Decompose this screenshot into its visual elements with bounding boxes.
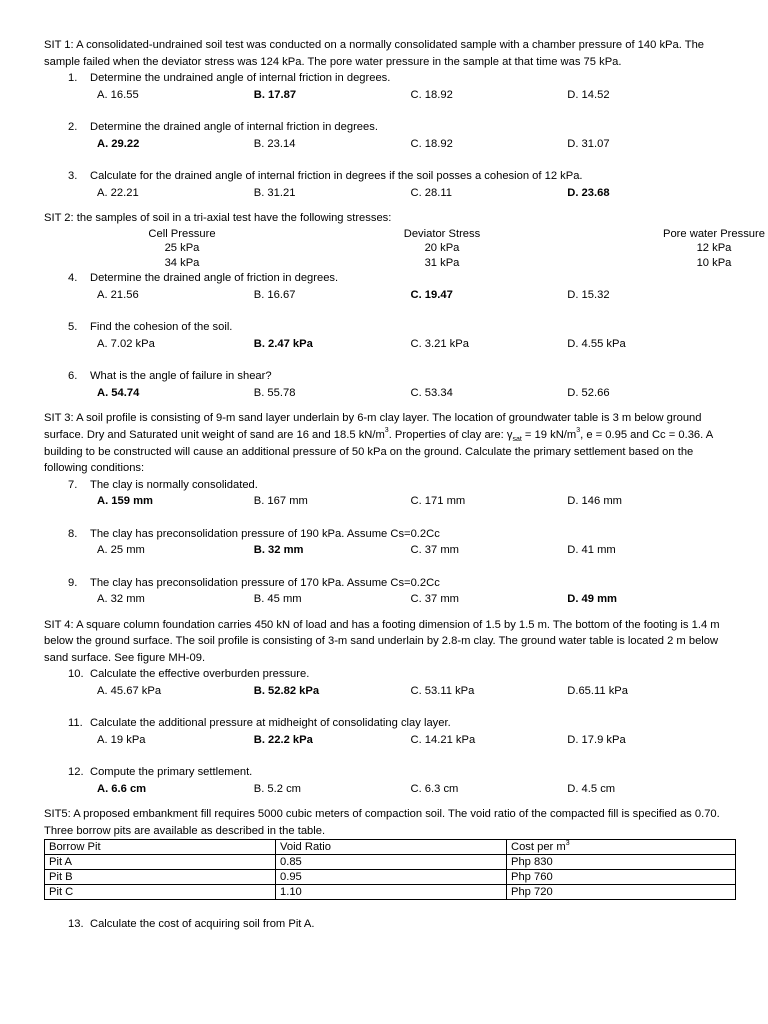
sit4-problem: SIT 4: A square column foundation carries 450 kN of load and has a footing dimension of 1.5 by 1.5 m. The bottom of the footing is 1.4 m below the ground surface. The soil profile is consisting of 3-m sand underlain by 2.8-m clay. The ground water table is located 2 m below sand surface. See figure MH-09. xyxy=(44,618,720,664)
choice-a: A. 159 mm xyxy=(97,495,153,508)
cell: 25 kPa xyxy=(164,242,200,254)
table-cell: 0.95 xyxy=(276,870,507,885)
choice-d: D. 4.5 cm xyxy=(567,782,616,795)
choice-a: A. 7.02 kPa xyxy=(97,337,155,350)
table-cell: Pit C xyxy=(45,885,276,900)
choices-4 xyxy=(97,287,724,304)
question-text: The clay has preconsolidation pressure of 190 kPa. Assume Cs=0.2Cc xyxy=(90,527,440,540)
choice-d: D. 41 mm xyxy=(567,544,616,557)
header-cell: Borrow Pit xyxy=(45,840,276,855)
choice-b: B. 5.2 cm xyxy=(253,782,302,795)
choice-c: C. 19.47 xyxy=(410,288,453,301)
sit3-problem xyxy=(44,410,724,477)
cell: 10 kPa xyxy=(696,256,732,269)
question-number: 5. xyxy=(68,321,78,333)
question-number: 7. xyxy=(68,478,78,491)
header-cost-label: Cost per m xyxy=(511,841,566,854)
cell: 12 kPa xyxy=(696,242,732,254)
choice-d: D. 31.07 xyxy=(567,137,610,150)
header-cell xyxy=(507,840,736,855)
question-3 xyxy=(68,168,724,185)
table-row xyxy=(45,870,736,885)
question-5 xyxy=(68,319,724,336)
question-number: 6. xyxy=(68,370,78,382)
question-number: 2. xyxy=(68,121,78,133)
sit3-text-part: SIT 3: A soil profile is consisting of 9-m sand layer underlain by 6-m clay layer. The location of groundwater table is 3 m below ground surface. Dry and Saturated unit weight of sand are 16 and 18.5 kN/m xyxy=(44,412,702,441)
header-cell-pressure: Cell Pressure xyxy=(148,227,216,240)
question-number: 10. xyxy=(68,668,84,681)
choices-8 xyxy=(97,542,724,559)
sit3-text-part: . Properties of clay are: γ xyxy=(388,428,513,441)
sit1-problem: SIT 1: A consolidated-undrained soil test was conducted on a normally consolidated sample with a chamber pressure of 140 kPa. The sample failed when the deviator stress was 124 kPa. The pore water pressure in the sample at that time was 75 kPa. xyxy=(44,39,705,68)
choice-d: D. 23.68 xyxy=(567,186,610,199)
question-9 xyxy=(68,575,724,592)
superscript: 3 xyxy=(576,426,581,434)
question-2 xyxy=(68,119,724,136)
choice-c: C. 18.92 xyxy=(410,137,453,150)
cell: 34 kPa xyxy=(164,256,200,269)
choice-b: B. 23.14 xyxy=(253,137,296,150)
choices-6 xyxy=(97,385,724,402)
table-cell: Pit A xyxy=(45,855,276,870)
table-header-row xyxy=(45,840,736,855)
choice-b: B. 55.78 xyxy=(253,386,296,399)
question-text: Determine the drained angle of friction in degrees. xyxy=(90,272,339,284)
borrow-pit-table xyxy=(44,839,736,900)
choice-d: D. 4.55 kPa xyxy=(567,337,626,350)
question-1 xyxy=(68,70,724,87)
question-text: Calculate the effective overburden pressure. xyxy=(90,668,310,681)
choice-c: C. 37 mm xyxy=(410,544,459,557)
choice-c: C. 6.3 cm xyxy=(410,782,459,795)
question-8 xyxy=(68,526,724,543)
choice-d: D. 14.52 xyxy=(567,88,610,101)
choice-d: D. 52.66 xyxy=(567,386,610,399)
superscript: 3 xyxy=(565,840,570,848)
superscript: 3 xyxy=(384,426,389,434)
table-cell: Php 830 xyxy=(507,855,736,870)
table-cell: Pit B xyxy=(45,870,276,885)
choices-12 xyxy=(97,781,724,798)
question-text: The clay is normally consolidated. xyxy=(90,478,258,491)
choice-a: A. 22.21 xyxy=(97,186,139,199)
question-12 xyxy=(68,764,724,781)
choice-c: C. 171 mm xyxy=(410,495,466,508)
question-4 xyxy=(68,270,724,287)
question-text: Calculate for the drained angle of internal friction in degrees if the soil posses a cohesion of 12 kPa. xyxy=(90,170,583,182)
question-13 xyxy=(68,916,724,933)
choice-a: A. 45.67 kPa xyxy=(97,684,162,697)
choices-1 xyxy=(97,87,724,104)
choice-c: C. 28.11 xyxy=(410,186,452,199)
cell: 20 kPa xyxy=(424,242,460,254)
question-text: Calculate the cost of acquiring soil from Pit A. xyxy=(90,918,315,931)
question-number: 9. xyxy=(68,576,78,589)
question-number: 11. xyxy=(68,717,83,730)
choices-9 xyxy=(97,591,724,608)
question-text: What is the angle of failure in shear? xyxy=(90,370,272,382)
sit5-problem: SIT5: A proposed embankment fill requires 5000 cubic meters of compaction soil. The void ratio of the compacted fill is specified as 0.70. Three borrow pits are available as described in the table. xyxy=(44,808,720,837)
choice-c: C. 3.21 kPa xyxy=(410,337,469,350)
question-text: Determine the drained angle of internal friction in degrees. xyxy=(90,121,378,133)
question-7 xyxy=(68,477,724,494)
table-row xyxy=(45,885,736,900)
choice-b: B. 45 mm xyxy=(253,593,302,606)
sit3-text-part: , e = 0.95 and Cc = 0.36. A building to be constructed will cause an additional pressure of 50 kPa on the ground. Calculate the primary settlement based on the following conditions: xyxy=(44,428,713,475)
question-number: 4. xyxy=(68,272,78,284)
question-text: Calculate the additional pressure at midheight of consolidating clay layer. xyxy=(90,717,451,730)
exam-page xyxy=(44,37,765,933)
choice-b: B. 32 mm xyxy=(253,544,304,557)
choice-b: B. 167 mm xyxy=(253,495,308,508)
choice-b: B. 52.82 kPa xyxy=(253,684,320,697)
choice-d: D. 146 mm xyxy=(567,495,622,508)
question-text: Determine the undrained angle of internal friction in degrees. xyxy=(90,72,391,84)
choice-b: B. 31.21 xyxy=(253,186,296,199)
choice-c: C. 14.21 kPa xyxy=(410,733,476,746)
choice-d: D. 49 mm xyxy=(567,593,617,606)
question-11 xyxy=(68,715,724,732)
question-text: Compute the primary settlement. xyxy=(90,766,253,779)
choices-7 xyxy=(97,493,724,510)
choice-a: A. 29.22 xyxy=(97,137,140,150)
stress-table xyxy=(102,227,765,271)
choice-d: D.65.11 kPa xyxy=(567,684,628,697)
table-cell: Php 760 xyxy=(507,870,736,885)
question-text: Find the cohesion of the soil. xyxy=(90,321,233,333)
question-6 xyxy=(68,368,724,385)
question-number: 12. xyxy=(68,766,84,779)
choice-a: A. 19 kPa xyxy=(97,733,146,746)
question-number: 8. xyxy=(68,527,78,540)
choice-b: B. 17.87 xyxy=(253,88,297,101)
question-number: 1. xyxy=(68,72,78,84)
header-deviator-stress: Deviator Stress xyxy=(403,227,481,240)
choices-5 xyxy=(97,336,724,353)
choice-a: A. 6.6 cm xyxy=(97,782,147,795)
choice-a: A. 21.56 xyxy=(97,288,139,301)
choice-a: A. 16.55 xyxy=(97,88,139,101)
table-row xyxy=(45,855,736,870)
choice-b: B. 22.2 kPa xyxy=(253,733,313,746)
question-10 xyxy=(68,666,724,683)
header-pore-water: Pore water Pressure xyxy=(663,227,765,240)
table-cell: Php 720 xyxy=(507,885,736,900)
choice-a: A. 32 mm xyxy=(97,593,145,606)
choice-c: C. 53.11 kPa xyxy=(410,684,475,697)
sit2-problem: SIT 2: the samples of soil in a tri-axial test have the following stresses: xyxy=(44,212,392,224)
choice-c: C. 37 mm xyxy=(410,593,459,606)
table-cell: 1.10 xyxy=(276,885,507,900)
choice-b: B. 2.47 kPa xyxy=(253,337,313,350)
choice-a: A. 54.74 xyxy=(97,386,140,399)
choices-11 xyxy=(97,732,724,749)
choice-b: B. 16.67 xyxy=(253,288,296,301)
choices-10 xyxy=(97,683,724,700)
choices-2 xyxy=(97,136,724,153)
choice-a: A. 25 mm xyxy=(97,544,145,557)
question-number: 3. xyxy=(68,170,78,182)
table-cell: 0.85 xyxy=(276,855,507,870)
choice-d: D. 17.9 kPa xyxy=(567,733,626,746)
choice-d: D. 15.32 xyxy=(567,288,610,301)
question-text: The clay has preconsolidation pressure of 170 kPa. Assume Cs=0.2Cc xyxy=(90,576,440,589)
choice-c: C. 53.34 xyxy=(410,386,453,399)
question-number: 13. xyxy=(68,918,84,931)
header-cell: Void Ratio xyxy=(276,840,507,855)
sit3-text-part: = 19 kN/m xyxy=(521,428,577,441)
choice-c: C. 18.92 xyxy=(410,88,453,101)
cell: 31 kPa xyxy=(424,256,460,269)
subscript: sat xyxy=(512,435,522,443)
choices-3 xyxy=(97,185,724,202)
